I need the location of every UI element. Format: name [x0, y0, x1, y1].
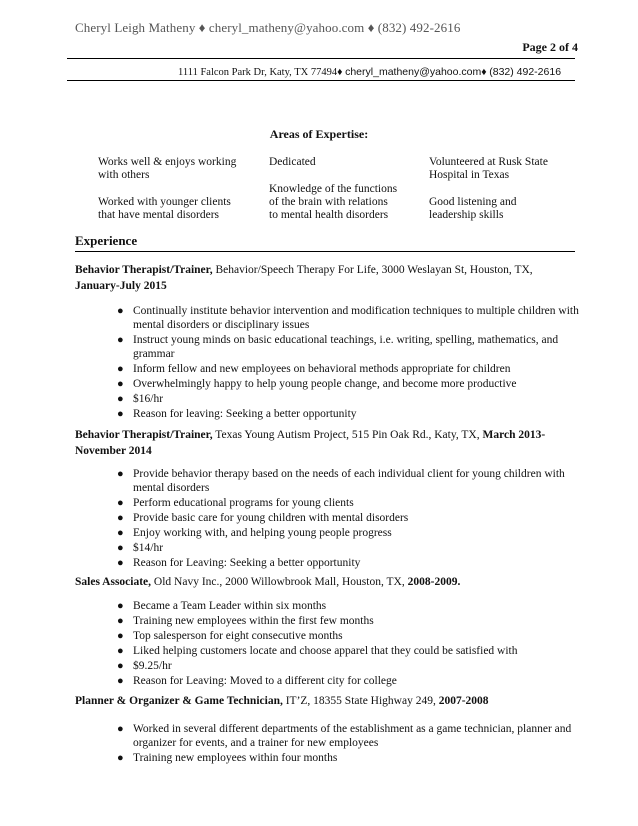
bullet-text: Liked helping customers locate and choose apparel that they could be satisfied with: [133, 645, 518, 657]
bullet-text: Continually institute behavior intervention and modification techniques to multiple children with mental disorders or disciplinary issues: [133, 305, 579, 331]
list-item: [117, 333, 579, 361]
header-rule-bottom: [67, 80, 575, 81]
bullet-icon: ●: [117, 305, 124, 317]
list-item: [117, 599, 579, 613]
bullet-icon: ●: [117, 752, 124, 764]
bullet-text: $16/hr: [133, 393, 164, 405]
header-rule-top: [67, 58, 575, 59]
list-item: [117, 541, 579, 555]
job-bullets: [117, 722, 579, 766]
bullet-text: Provide behavior therapy based on the needs of each individual client for young children with mental disorders: [133, 468, 565, 494]
bullet-text: $9.25/hr: [133, 660, 172, 672]
bullet-text: Training new employees within four months: [133, 752, 338, 764]
bullet-icon: ●: [117, 660, 124, 672]
bullet-text: Provide basic care for young children with mental disorders: [133, 512, 409, 524]
job-title: Planner & Organizer & Game Technician,: [75, 695, 283, 707]
bullet-icon: ●: [117, 378, 124, 390]
job-heading: [75, 427, 575, 459]
bullet-icon: ●: [117, 393, 124, 405]
bullet-text: Perform educational programs for young clients: [133, 497, 354, 509]
list-item: [117, 304, 579, 332]
list-item: [117, 751, 579, 765]
list-item: [117, 362, 579, 376]
expertise-item: Hospital in Texas: [429, 169, 510, 181]
bullet-text: Reason for Leaving: Moved to a different city for college: [133, 675, 397, 687]
bullet-text: Enjoy working with, and helping young people progress: [133, 527, 392, 539]
separator-diamond: ♦: [337, 67, 343, 78]
list-item: [117, 722, 579, 750]
bullet-icon: ●: [117, 542, 124, 554]
bullet-icon: ●: [117, 557, 124, 569]
job-employer: Old Navy Inc., 2000 Willowbrook Mall, Houston, TX,: [151, 576, 408, 588]
experience-rule: [75, 251, 575, 252]
page-number: Page 2 of 4: [522, 40, 578, 54]
list-item: [117, 377, 579, 391]
job-bullets: [117, 467, 579, 571]
bullet-text: Worked in several different departments of the establishment as a game technician, planner and organizer for events, and a trainer for new employees: [133, 723, 572, 749]
job-heading: [75, 262, 575, 294]
bullet-text: Instruct young minds on basic educational teachings, i.e. writing, spelling, mathematics, and grammar: [133, 334, 559, 360]
bullet-icon: ●: [117, 600, 124, 612]
separator-diamond: ♦: [481, 67, 487, 78]
bullet-icon: ●: [117, 408, 124, 420]
expertise-item: Worked with younger clients: [98, 196, 231, 208]
job-bullets: [117, 304, 579, 422]
job-employer: Texas Young Autism Project, 515 Pin Oak Rd., Katy, TX,: [212, 429, 483, 441]
job-dates: January-July 2015: [75, 280, 167, 292]
list-item: [117, 496, 579, 510]
bullet-text: Inform fellow and new employees on behavioral methods appropriate for children: [133, 363, 511, 375]
bullet-text: Top salesperson for eight consecutive months: [133, 630, 343, 642]
bullet-icon: ●: [117, 468, 124, 480]
expertise-item: leadership skills: [429, 209, 504, 221]
bullet-icon: ●: [117, 645, 124, 657]
address-text: 1111 Falcon Park Dr, Katy, TX 77494: [178, 67, 338, 78]
job-dates: 2007-2008: [438, 695, 489, 707]
bullet-text: Reason for Leaving: Seeking a better opportunity: [133, 557, 361, 569]
list-item: [117, 407, 579, 421]
bullet-icon: ●: [117, 630, 124, 642]
bullet-text: Became a Team Leader within six months: [133, 600, 327, 612]
job-dates: March 2013-November 2014: [75, 429, 546, 457]
list-item: [117, 556, 579, 570]
job-bullets: [117, 599, 579, 689]
bullet-text: Reason for leaving: Seeking a better opportunity: [133, 408, 357, 420]
bullet-icon: ●: [117, 363, 124, 375]
header-address-line: [178, 66, 561, 78]
expertise-item: Dedicated: [269, 156, 316, 168]
list-item: [117, 614, 579, 628]
experience-heading: Experience: [75, 233, 138, 248]
job-employer: IT’Z, 18355 State Highway 249,: [282, 695, 439, 707]
expertise-item: to mental health disorders: [269, 209, 389, 221]
bullet-text: Training new employees within the first few months: [133, 615, 374, 627]
bullet-icon: ●: [117, 497, 124, 509]
list-item: [117, 629, 579, 643]
list-item: [117, 392, 579, 406]
job-heading: [75, 693, 575, 709]
job-title: Behavior Therapist/Trainer,: [75, 429, 213, 441]
list-item: [117, 467, 579, 495]
expertise-item: Good listening and: [429, 196, 517, 208]
address-phone: (832) 492-2616: [489, 66, 562, 78]
list-item: [117, 674, 579, 688]
bullet-icon: ●: [117, 334, 124, 346]
expertise-title: Areas of Expertise:: [269, 127, 369, 141]
bullet-icon: ●: [117, 527, 124, 539]
expertise-item: Knowledge of the functions: [269, 183, 398, 195]
bullet-text: $14/hr: [133, 542, 164, 554]
expertise-item: Volunteered at Rusk State: [429, 156, 548, 168]
list-item: [117, 659, 579, 673]
expertise-item: of the brain with relations: [269, 196, 388, 208]
list-item: [117, 644, 579, 658]
bullet-text: Overwhelmingly happy to help young people change, and become more productive: [133, 378, 517, 390]
bullet-icon: ●: [117, 675, 124, 687]
job-title: Behavior Therapist/Trainer,: [75, 264, 213, 276]
list-item: [117, 526, 579, 540]
job-title: Sales Associate,: [75, 576, 152, 588]
job-heading: [75, 574, 575, 590]
job-dates: 2008-2009.: [407, 576, 461, 588]
bullet-icon: ●: [117, 512, 124, 524]
expertise-item: Works well & enjoys working: [98, 156, 237, 168]
address-email: cheryl_matheny@yahoo.com: [345, 66, 482, 78]
expertise-item: that have mental disorders: [98, 209, 220, 221]
expertise-item: with others: [98, 169, 150, 181]
list-item: [117, 511, 579, 525]
bullet-icon: ●: [117, 723, 124, 735]
bullet-icon: ●: [117, 615, 124, 627]
header-contact-line: Cheryl Leigh Matheny ♦ cheryl_matheny@yahoo.com ♦ (832) 492-2616: [75, 20, 461, 35]
job-employer: Behavior/Speech Therapy For Life, 3000 Weslayan St, Houston, TX,: [212, 264, 533, 276]
